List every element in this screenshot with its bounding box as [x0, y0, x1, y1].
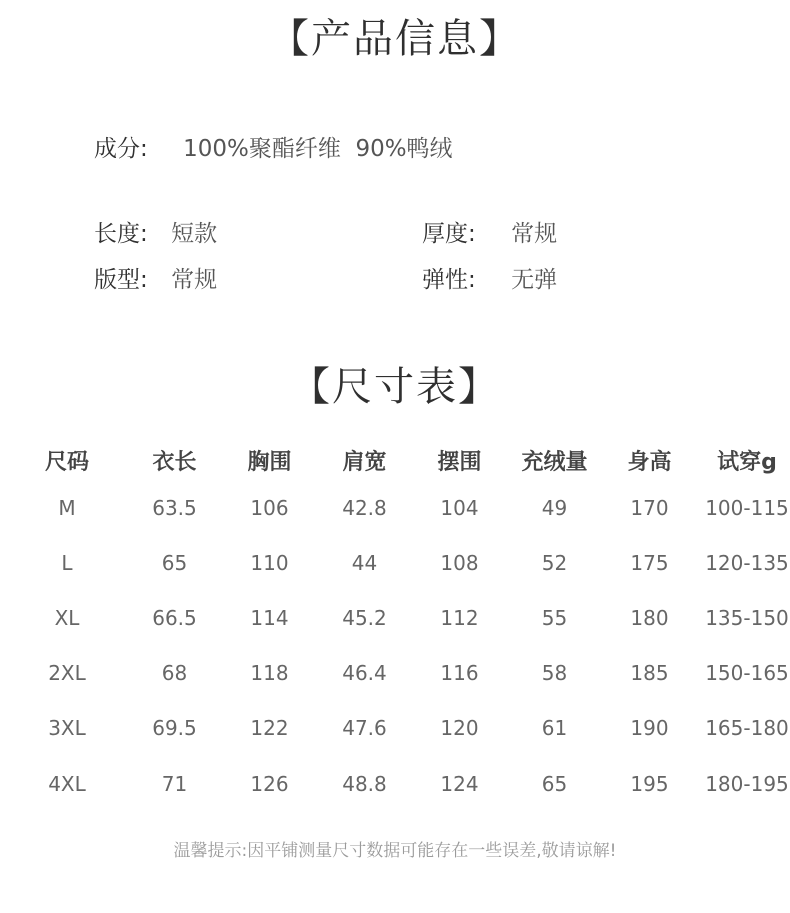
attribute-elasticity: [422, 265, 557, 295]
attribute-label: 长度:: [94, 221, 148, 247]
cell-fill-weight: 65: [541, 771, 568, 796]
attribute-value: 无弹: [511, 267, 558, 293]
composition-row: [94, 134, 453, 164]
cell-chest: 106: [250, 495, 289, 520]
cell-fit-weight: 120-135: [705, 550, 789, 575]
cell-size: M: [58, 495, 76, 520]
table-row: [0, 590, 790, 645]
cell-length: 63.5: [152, 495, 197, 520]
table-row: [0, 701, 790, 756]
attribute-length: [94, 219, 217, 249]
header-shoulder: 肩宽: [342, 449, 387, 475]
cell-shoulder: 45.2: [342, 605, 387, 630]
cell-size: L: [61, 550, 73, 575]
cell-chest: 110: [250, 550, 289, 575]
attribute-value: 常规: [171, 267, 218, 293]
size-chart-title: 【尺寸表】: [290, 364, 500, 410]
cell-size: XL: [54, 605, 80, 630]
disclaimer-note: 温馨提示:因平铺测量尺寸数据可能存在一些误差,敬请谅解!: [173, 841, 617, 861]
cell-fit-weight: 100-115: [705, 495, 789, 520]
cell-fill-weight: 58: [541, 661, 568, 686]
header-chest: 胸围: [247, 449, 292, 475]
cell-height: 185: [630, 661, 669, 686]
cell-chest: 114: [250, 605, 289, 630]
cell-hem: 116: [440, 661, 479, 686]
attribute-thickness: [422, 219, 557, 249]
cell-chest: 122: [250, 716, 289, 741]
table-row: [0, 756, 790, 811]
cell-length: 65: [161, 550, 188, 575]
table-body: [0, 480, 790, 811]
cell-hem: 104: [440, 495, 479, 520]
attribute-label: 厚度:: [422, 221, 476, 247]
cell-size: 3XL: [48, 716, 86, 741]
cell-length: 69.5: [152, 716, 197, 741]
cell-height: 170: [630, 495, 669, 520]
size-table: [0, 440, 790, 811]
cell-fill-weight: 55: [541, 605, 568, 630]
cell-length: 66.5: [152, 605, 197, 630]
cell-fill-weight: 52: [541, 550, 568, 575]
cell-length: 71: [161, 771, 188, 796]
cell-hem: 124: [440, 771, 479, 796]
composition-label: 成分:: [94, 136, 148, 162]
attribute-value: 短款: [171, 221, 218, 247]
cell-shoulder: 48.8: [342, 771, 387, 796]
table-row: [0, 535, 790, 590]
header-hem: 摆围: [437, 449, 482, 475]
cell-hem: 120: [440, 716, 479, 741]
cell-length: 68: [161, 661, 188, 686]
cell-height: 180: [630, 605, 669, 630]
cell-fit-weight: 165-180: [705, 716, 789, 741]
cell-shoulder: 44: [351, 550, 378, 575]
cell-height: 195: [630, 771, 669, 796]
cell-height: 175: [630, 550, 669, 575]
table-row: [0, 646, 790, 701]
table-row: [0, 480, 790, 535]
header-length: 衣长: [152, 449, 197, 475]
cell-size: 4XL: [48, 771, 86, 796]
cell-size: 2XL: [48, 661, 86, 686]
attribute-label: 弹性:: [422, 267, 476, 293]
cell-fit-weight: 135-150: [705, 605, 789, 630]
cell-chest: 118: [250, 661, 289, 686]
cell-shoulder: 46.4: [342, 661, 387, 686]
product-info-title: 【产品信息】: [269, 16, 521, 62]
cell-fill-weight: 49: [541, 495, 568, 520]
composition-value: 100%聚酯纤维 90%鸭绒: [183, 136, 453, 162]
header-fill-weight: 充绒量: [521, 449, 588, 475]
attribute-fit: [94, 265, 217, 295]
cell-fit-weight: 180-195: [705, 771, 789, 796]
attribute-value: 常规: [511, 221, 558, 247]
cell-height: 190: [630, 716, 669, 741]
header-fit-weight: 试穿g: [717, 449, 777, 475]
cell-shoulder: 47.6: [342, 716, 387, 741]
attribute-label: 版型:: [94, 267, 148, 293]
cell-chest: 126: [250, 771, 289, 796]
cell-fit-weight: 150-165: [705, 661, 789, 686]
header-height: 身高: [627, 449, 672, 475]
cell-hem: 108: [440, 550, 479, 575]
cell-shoulder: 42.8: [342, 495, 387, 520]
cell-hem: 112: [440, 605, 479, 630]
cell-fill-weight: 61: [541, 716, 568, 741]
header-size: 尺码: [44, 449, 89, 475]
table-header: [0, 440, 790, 480]
